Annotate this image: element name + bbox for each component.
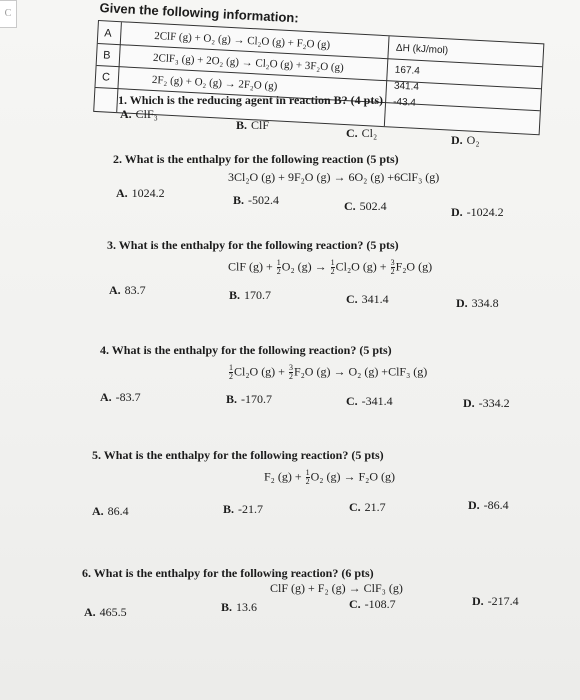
equation-6: ClF (g) + F₂ (g) → ClF₃ (g) (270, 581, 403, 595)
option-letter: B. (229, 288, 241, 302)
fraction (306, 469, 310, 486)
table-row-letter: B (102, 49, 111, 62)
option-value: -341.4 (361, 394, 393, 408)
option-letter: C. (349, 500, 361, 514)
option-value: 465.5 (99, 605, 127, 619)
fraction-denominator: 2 (330, 267, 335, 276)
fraction-denominator: 2 (288, 372, 293, 381)
table-row-letter: A (103, 27, 112, 40)
option-1b[interactable] (236, 118, 269, 133)
option-value: -83.7 (115, 390, 141, 404)
corner-tab[interactable] (0, 0, 17, 28)
option-value: -86.4 (483, 498, 509, 512)
option-value: -1024.2 (466, 205, 504, 219)
equation-part: F₂O (g) (395, 259, 433, 274)
fraction (289, 364, 293, 381)
question-4: 4. What is the enthalpy for the following reaction? (5 pts) (100, 343, 392, 357)
option-5b[interactable] (223, 502, 263, 517)
option-value: -334.2 (478, 396, 510, 410)
option-value: 170.7 (244, 288, 272, 302)
option-5d[interactable] (468, 498, 509, 513)
question-5: 5. What is the enthalpy for the following reaction? (5 pts) (92, 448, 384, 462)
worksheet-header: Given the following information: (99, 0, 300, 26)
option-letter: C. (346, 394, 358, 408)
fraction (277, 259, 281, 276)
table-dh-value: 341.4 (393, 80, 420, 93)
fraction-denominator: 2 (390, 267, 395, 276)
option-value: -217.4 (487, 594, 519, 608)
option-2d[interactable] (451, 205, 504, 220)
table-reaction: 2ClF (g) + O₂ (g) → Cl₂O (g) + F₂O (g) (153, 29, 331, 52)
option-letter: D. (451, 205, 463, 219)
reaction-table (93, 20, 544, 135)
fraction-numerator: 3 (390, 258, 395, 267)
question-3: 3. What is the enthalpy for the following reaction? (5 pts) (107, 238, 399, 252)
option-4d[interactable] (463, 396, 510, 411)
fraction-numerator: 1 (276, 258, 281, 267)
option-value: 341.4 (361, 292, 389, 306)
option-letter: A. (120, 107, 132, 121)
option-value: -21.7 (238, 502, 264, 516)
option-5a[interactable] (92, 504, 129, 519)
option-value: Cl₂ (361, 126, 378, 140)
option-6b[interactable] (221, 600, 257, 615)
question-1: 1. Which is the reducing agent in reaction B? (4 pts) (118, 93, 384, 107)
option-value: 83.7 (124, 283, 146, 297)
option-letter: D. (451, 133, 463, 147)
equation-part: F₂O (g) → O₂ (g) +ClF₃ (g) (293, 364, 428, 379)
table-dh-header: ΔH (kJ/mol) (395, 42, 449, 57)
option-value: ClF (251, 118, 270, 132)
option-value: 13.6 (236, 600, 258, 614)
question-6: 6. What is the enthalpy for the following reaction? (6 pts) (82, 566, 374, 580)
table-row-letter: C (101, 71, 111, 84)
option-4b[interactable] (226, 392, 272, 407)
table-reaction: 2ClF₃ (g) + 2O₂ (g) → Cl₂O (g) + 3F₂O (g) (152, 51, 345, 74)
fraction-denominator: 2 (229, 372, 233, 381)
option-6a[interactable] (84, 605, 127, 620)
option-letter: B. (226, 392, 238, 406)
option-value: 1024.2 (131, 186, 165, 200)
table-dh-value: 167.4 (394, 64, 421, 77)
option-3b[interactable] (229, 288, 271, 303)
option-letter: C. (344, 199, 356, 213)
option-value: -502.4 (248, 193, 280, 207)
option-1c[interactable] (346, 126, 377, 141)
equation-part: F₂ (g) + (264, 469, 305, 484)
option-3c[interactable] (346, 292, 389, 307)
option-5c[interactable] (349, 500, 386, 515)
equation-3 (228, 259, 432, 276)
fraction-numerator: 1 (229, 363, 233, 372)
option-letter: D. (472, 594, 484, 608)
fraction-numerator: 1 (330, 258, 335, 267)
equation-5 (264, 469, 395, 486)
fraction (391, 259, 395, 276)
table-dh-value: -43.4 (392, 96, 417, 109)
option-value: ClF₃ (135, 107, 158, 121)
option-letter: D. (463, 396, 475, 410)
fraction (331, 259, 335, 276)
option-2c[interactable] (344, 199, 387, 214)
option-letter: A. (100, 390, 112, 404)
option-value: 502.4 (359, 199, 387, 213)
fraction-denominator: 2 (276, 267, 281, 276)
option-letter: D. (456, 296, 468, 310)
fraction-numerator: 3 (288, 363, 293, 372)
equation-4 (228, 364, 427, 381)
equation-part: Cl₂O (g) + (234, 364, 288, 379)
option-6d[interactable] (472, 594, 519, 609)
option-letter: B. (233, 193, 245, 207)
fraction-numerator: 1 (305, 468, 310, 477)
option-4a[interactable] (100, 390, 141, 405)
option-2a[interactable] (116, 186, 165, 201)
option-letter: D. (468, 498, 480, 512)
option-letter: A. (109, 283, 121, 297)
option-3d[interactable] (456, 296, 499, 311)
option-value: 21.7 (364, 500, 386, 514)
option-value: O₂ (466, 133, 480, 147)
option-1d[interactable] (451, 133, 480, 148)
option-value: 334.8 (471, 296, 499, 310)
fraction-denominator: 2 (305, 477, 310, 486)
equation-part: O₂ (g) → F₂O (g) (310, 469, 395, 484)
question-2: 2. What is the enthalpy for the following reaction (5 pts) (113, 152, 399, 166)
equation-part: Cl₂O (g) + (335, 259, 390, 274)
option-letter: A. (84, 605, 96, 619)
option-letter: C. (349, 597, 361, 611)
option-letter: A. (116, 186, 128, 200)
option-4c[interactable] (346, 394, 393, 409)
option-letter: B. (236, 118, 248, 132)
equation-part: O₂ (g) → (281, 259, 330, 274)
table-reaction: 2F₂ (g) + O₂ (g) → 2F₂O (g) (151, 73, 278, 93)
option-letter: B. (223, 502, 235, 516)
option-value: -108.7 (364, 597, 396, 611)
option-2b[interactable] (233, 193, 279, 208)
corner-tab-glyph: C (4, 8, 12, 19)
option-letter: B. (221, 600, 233, 614)
fraction (229, 364, 233, 381)
option-letter: C. (346, 292, 358, 306)
option-3a[interactable] (109, 283, 146, 298)
option-6c[interactable] (349, 597, 396, 612)
option-letter: A. (92, 504, 104, 518)
option-letter: C. (346, 126, 358, 140)
option-1a[interactable] (120, 107, 158, 122)
equation-part: ClF (g) + (228, 259, 276, 274)
equation-2: 3Cl₂O (g) + 9F₂O (g) → 6O₂ (g) +6ClF₃ (g) (228, 170, 440, 184)
option-value: -170.7 (241, 392, 273, 406)
option-value: 86.4 (107, 504, 129, 518)
